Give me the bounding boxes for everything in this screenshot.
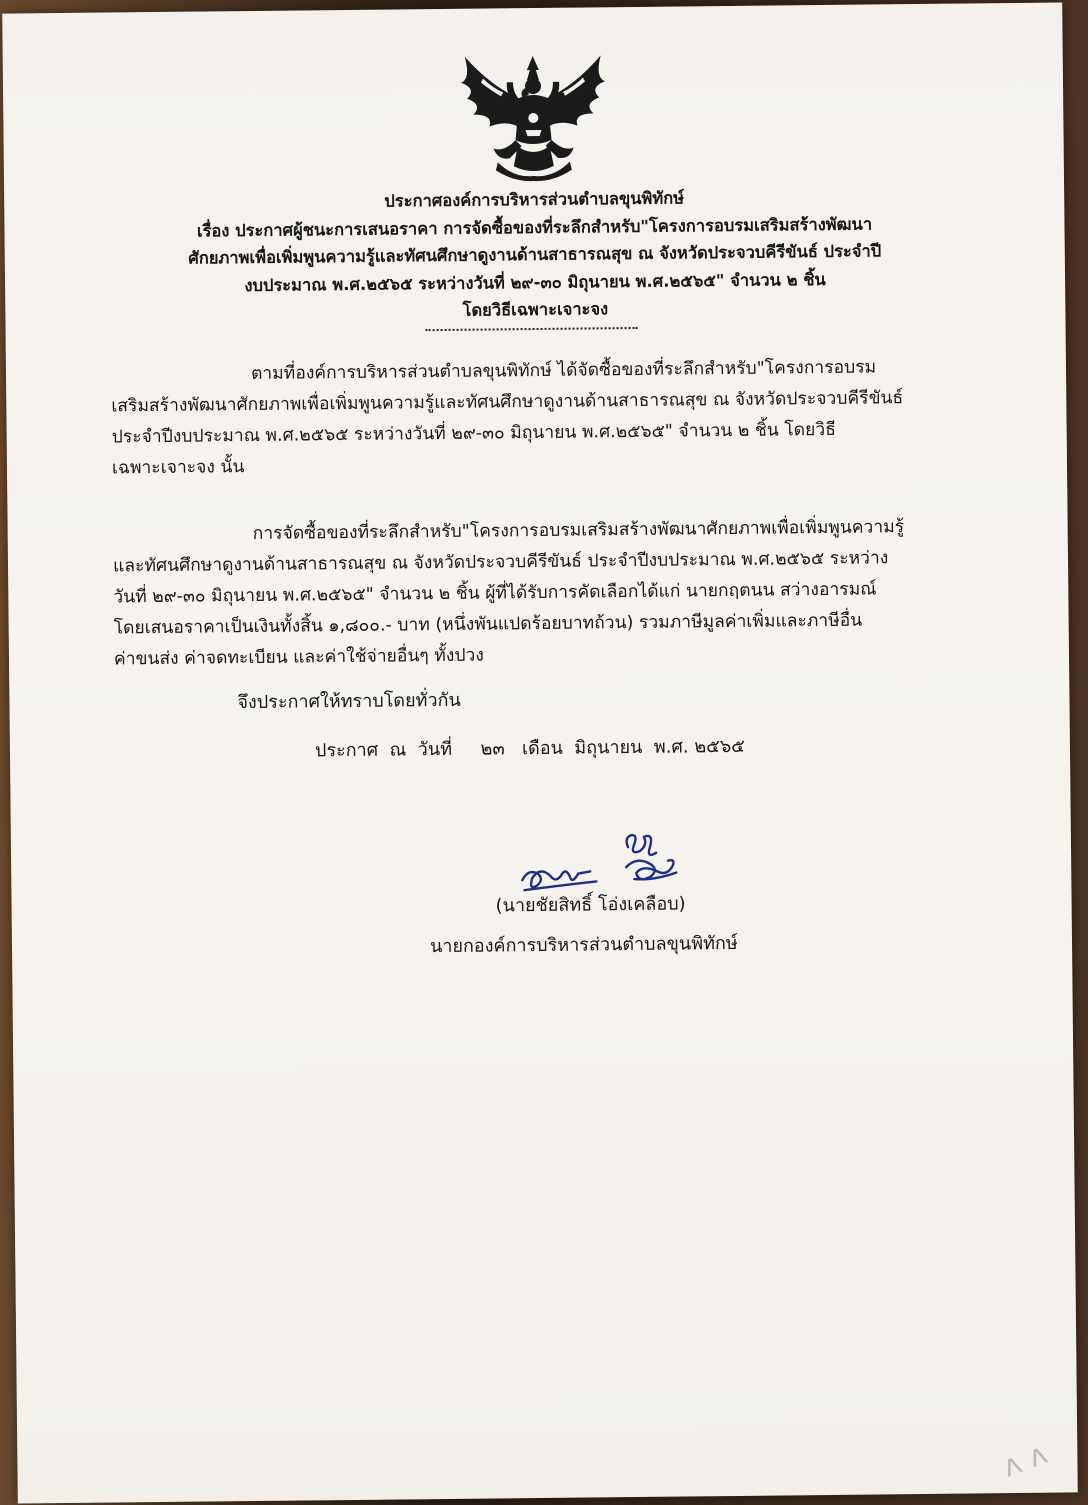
document-header (124, 182, 945, 328)
announcement-line: จึงประกาศให้ทราบโดยทั่วกัน (237, 689, 461, 714)
document-page (2, 2, 1078, 1503)
subject-line: ศักยภาพเพื่อเพิ่มพูนความรู้และทัศนศึกษาดูงานด้านสาธารณสุข ณ จังหวัดประจวบคีรีขันธ์ ประจำปี (188, 241, 882, 268)
organization-title: ประกาศองค์การบริหารส่วนตำบลขุนพิทักษ์ (384, 188, 685, 211)
subject-line: เรื่อง ประกาศผู้ชนะการเสนอราคา การจัดซื้อของที่ระลึกสำหรับ"โครงการอบรมเสริมสร้างพัฒนา (196, 213, 873, 241)
paragraph-line: การจัดซื้อของที่ระลึกสำหรับ"โครงการอบรมเสริมสร้างพัฒนาศักยภาพเพื่อเพิ่มพูนความรู้ (252, 517, 905, 544)
signer-title: นายกองค์การบริหารส่วนตำบลขุนพิทักษ์ (429, 932, 738, 958)
header-divider (426, 327, 638, 331)
paragraph-background (111, 351, 972, 484)
subject-line: งบประมาณ พ.ศ.๒๕๖๕ ระหว่างวันที่ ๒๙-๓๐ มิถุนายน พ.ศ.๒๕๖๕" จำนวน ๒ ชิ้น (244, 269, 826, 295)
subject-line: โดยวิธีเฉพาะเจาะจง (462, 299, 609, 320)
paragraph-line: ประจำปีงบประมาณ พ.ศ.๒๕๖๕ ระหว่างวันที่ ๒๙-๓๐ มิถุนายน พ.ศ.๒๕๖๕" จำนวน ๒ ชิ้น โดยวิธี (111, 419, 836, 448)
paragraph-line: โดยเสนอราคาเป็นเงินทั้งสิ้น ๑,๘๐๐.- บาท (หนึ่งพันแปดร้อยบาทถ้วน) รวมภาษีมูลค่าเพิ่มและภาษีอื่น (113, 610, 863, 639)
paragraph-line: และทัศนศึกษาดูงานด้านสาธารณสุข ณ จังหวัดประจวบคีรีขันธ์ ประจำปีงบประมาณ พ.ศ.๒๕๖๕ ระหว่าง (112, 548, 889, 577)
pencil-mark: ʌ ʌ (997, 1436, 1053, 1485)
paragraph-line: วันที่ ๒๙-๓๐ มิถุนายน พ.ศ.๒๕๖๕" จำนวน ๒ ชิ้น ผู้ที่ได้รับการคัดเลือกได้แก่ นายกฤตนน สว่างอารมณ์ (113, 579, 877, 608)
garuda-emblem-icon (453, 47, 614, 184)
paragraph-line: เฉพาะเจาะจง นั้น (111, 457, 245, 479)
paragraph-line: ตามที่องค์การบริหารส่วนตำบลขุนพิทักษ์ ได้จัดซื้อของที่ระลึกสำหรับ"โครงการอบรม (250, 357, 877, 385)
signer-name: (นายชัยสิทธิ์ โอ่งเคลือบ) (495, 893, 686, 917)
paragraph-line: ค่าขนส่ง ค่าจดทะเบียน และค่าใช้จ่ายอื่นๆ ทั้งปวง (113, 645, 484, 670)
paragraph-award (113, 511, 975, 675)
announcement-date: ประกาศ ณ วันที่ ๒๓ เดือน มิถุนายน พ.ศ. ๒๕๖๕ (314, 735, 745, 762)
paragraph-line: เสริมสร้างพัฒนาศักยภาพเพื่อเพิ่มพูนความรู้และทัศนศึกษาดูงานด้านสาธารณสุข ณ จังหวัดประจวบคีรีขันธ์ (111, 388, 904, 417)
